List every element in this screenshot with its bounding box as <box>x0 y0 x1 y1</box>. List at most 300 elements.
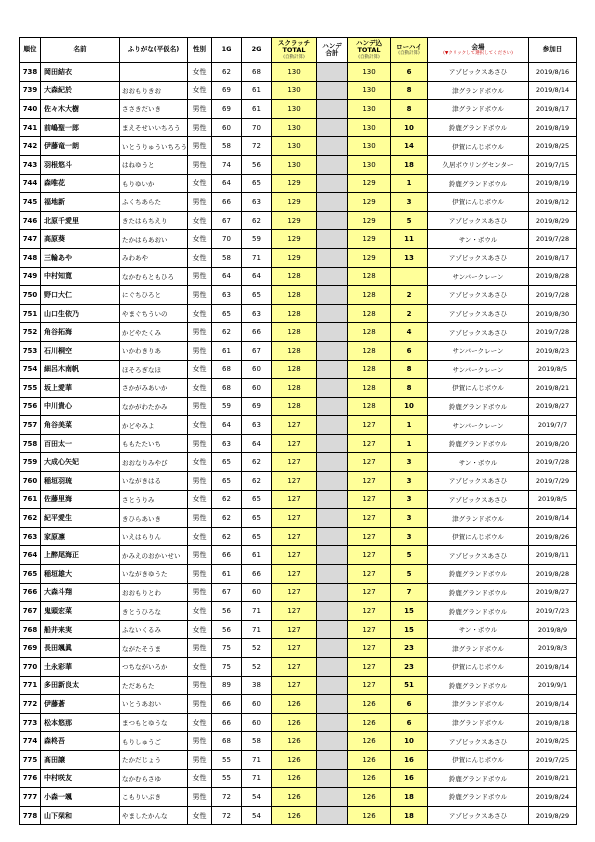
cell-low-high: 5 <box>391 211 428 230</box>
cell-venue[interactable]: サン・ボウル <box>428 453 529 472</box>
cell-rank: 750 <box>20 286 41 305</box>
cell-venue[interactable]: アゾピックスあさひ <box>428 806 529 825</box>
table-row <box>20 639 577 658</box>
cell-gender: 男性 <box>188 509 212 528</box>
cell-handicap-total: 129 <box>348 174 391 193</box>
cell-game1: 68 <box>212 379 242 398</box>
cell-date: 2019/8/21 <box>529 769 577 788</box>
cell-name: 船井来実 <box>41 620 120 639</box>
cell-date: 2019/8/17 <box>529 100 577 119</box>
cell-venue[interactable]: 津グランドボウル <box>428 81 529 100</box>
cell-scratch-total: 128 <box>272 304 317 323</box>
cell-game2: 69 <box>242 397 272 416</box>
cell-venue[interactable]: アゾピックスあさひ <box>428 63 529 82</box>
cell-scratch-total: 130 <box>272 137 317 156</box>
cell-handicap <box>317 472 348 491</box>
cell-low-high: 3 <box>391 193 428 212</box>
cell-handicap-total: 128 <box>348 286 391 305</box>
cell-venue[interactable]: サンバークレーン <box>428 416 529 435</box>
cell-handicap <box>317 546 348 565</box>
cell-handicap <box>317 286 348 305</box>
table-row <box>20 360 577 379</box>
cell-venue[interactable]: アゾピックスあさひ <box>428 286 529 305</box>
cell-venue[interactable]: 鈴鹿グランドボウル <box>428 434 529 453</box>
cell-rank: 757 <box>20 416 41 435</box>
cell-handicap-total: 127 <box>348 509 391 528</box>
cell-handicap-total: 129 <box>348 193 391 212</box>
cell-venue[interactable]: 伊賀にんじボウル <box>428 137 529 156</box>
cell-handicap-total: 127 <box>348 676 391 695</box>
cell-gender: 男性 <box>188 732 212 751</box>
cell-venue[interactable]: 津グランドボウル <box>428 639 529 658</box>
cell-scratch-total: 127 <box>272 602 317 621</box>
cell-name: 大森紀於 <box>41 81 120 100</box>
cell-kana: たかだじょう <box>120 750 188 769</box>
cell-handicap <box>317 527 348 546</box>
cell-venue[interactable]: 津グランドボウル <box>428 713 529 732</box>
cell-low-high: 16 <box>391 769 428 788</box>
cell-handicap-total: 127 <box>348 527 391 546</box>
cell-venue[interactable]: サン・ボウル <box>428 620 529 639</box>
cell-low-high: 6 <box>391 63 428 82</box>
cell-rank: 739 <box>20 81 41 100</box>
cell-scratch-total: 127 <box>272 416 317 435</box>
cell-low-high: 51 <box>391 676 428 695</box>
cell-venue[interactable]: 伊賀にんじボウル <box>428 658 529 677</box>
cell-game2: 71 <box>242 750 272 769</box>
cell-kana: かどやみよ <box>120 416 188 435</box>
cell-kana: きたはらちえり <box>120 211 188 230</box>
cell-rank: 773 <box>20 713 41 732</box>
cell-rank: 759 <box>20 453 41 472</box>
cell-handicap <box>317 583 348 602</box>
cell-gender: 女性 <box>188 602 212 621</box>
cell-scratch-total: 127 <box>272 546 317 565</box>
cell-date: 2019/8/3 <box>529 639 577 658</box>
cell-game1: 65 <box>212 453 242 472</box>
cell-gender: 女性 <box>188 379 212 398</box>
cell-venue[interactable]: 鈴鹿グランドボウル <box>428 769 529 788</box>
cell-scratch-total: 127 <box>272 676 317 695</box>
cell-name: 中川貴心 <box>41 397 120 416</box>
cell-handicap <box>317 750 348 769</box>
cell-date: 2019/7/29 <box>529 472 577 491</box>
cell-venue[interactable]: アゾピックスあさひ <box>428 472 529 491</box>
cell-kana: こもりいぶき <box>120 788 188 807</box>
cell-name: 小森一颯 <box>41 788 120 807</box>
cell-game1: 56 <box>212 620 242 639</box>
header-scratch-line2: TOTAL <box>282 46 306 55</box>
cell-kana: いとうあおい <box>120 695 188 714</box>
cell-handicap-total: 127 <box>348 416 391 435</box>
table-row <box>20 155 577 174</box>
cell-kana: やましたかんな <box>120 806 188 825</box>
cell-rank: 754 <box>20 360 41 379</box>
cell-kana: おおなりみやび <box>120 453 188 472</box>
header-handicap <box>317 38 348 63</box>
cell-venue[interactable]: 津グランドボウル <box>428 695 529 714</box>
cell-gender: 男性 <box>188 434 212 453</box>
cell-name: 上醉尾海正 <box>41 546 120 565</box>
cell-handicap <box>317 248 348 267</box>
cell-handicap <box>317 639 348 658</box>
cell-game2: 52 <box>242 639 272 658</box>
cell-date: 2019/7/7 <box>529 416 577 435</box>
cell-kana: いかわきりあ <box>120 341 188 360</box>
cell-venue[interactable]: サン・ボウル <box>428 230 529 249</box>
cell-game2: 61 <box>242 81 272 100</box>
table-row <box>20 453 577 472</box>
cell-scratch-total: 126 <box>272 750 317 769</box>
cell-gender: 男性 <box>188 137 212 156</box>
cell-handicap-total: 127 <box>348 546 391 565</box>
cell-gender: 女性 <box>188 806 212 825</box>
cell-kana: たかはらあおい <box>120 230 188 249</box>
cell-handicap <box>317 769 348 788</box>
cell-low-high: 1 <box>391 434 428 453</box>
cell-game1: 55 <box>212 769 242 788</box>
cell-name: 羽根悠斗 <box>41 155 120 174</box>
cell-rank: 744 <box>20 174 41 193</box>
cell-rank: 767 <box>20 602 41 621</box>
cell-handicap-total: 130 <box>348 118 391 137</box>
cell-name: 中村知寛 <box>41 267 120 286</box>
cell-scratch-total: 128 <box>272 286 317 305</box>
cell-venue[interactable]: 鈴鹿グランドボウル <box>428 118 529 137</box>
header-lowhigh-label: ローハイ <box>396 42 422 51</box>
cell-name: 森柊吾 <box>41 732 120 751</box>
cell-handicap-total: 128 <box>348 304 391 323</box>
cell-game2: 60 <box>242 695 272 714</box>
cell-scratch-total: 130 <box>272 100 317 119</box>
cell-venue[interactable]: 伊賀にんじボウル <box>428 193 529 212</box>
cell-game1: 65 <box>212 472 242 491</box>
header-rank: 順位 <box>20 38 41 63</box>
cell-date: 2019/8/23 <box>529 341 577 360</box>
cell-date: 2019/8/14 <box>529 695 577 714</box>
cell-scratch-total: 126 <box>272 695 317 714</box>
cell-name: 野口大仁 <box>41 286 120 305</box>
cell-kana: いえはらりん <box>120 527 188 546</box>
cell-game2: 62 <box>242 453 272 472</box>
cell-game2: 52 <box>242 658 272 677</box>
cell-gender: 男性 <box>188 100 212 119</box>
cell-venue[interactable]: アゾピックスあさひ <box>428 211 529 230</box>
cell-low-high: 18 <box>391 155 428 174</box>
cell-scratch-total: 127 <box>272 639 317 658</box>
cell-name: 角谷拓海 <box>41 323 120 342</box>
cell-venue[interactable]: 鈴鹿グランドボウル <box>428 397 529 416</box>
cell-name: 坂上愛華 <box>41 379 120 398</box>
table-row <box>20 248 577 267</box>
cell-name: 石川桐空 <box>41 341 120 360</box>
cell-name: 伊藤蒼 <box>41 695 120 714</box>
cell-low-high: 3 <box>391 527 428 546</box>
cell-rank: 743 <box>20 155 41 174</box>
table-row <box>20 267 577 286</box>
cell-game1: 72 <box>212 806 242 825</box>
cell-low-high: 6 <box>391 341 428 360</box>
table-row <box>20 137 577 156</box>
table-row <box>20 193 577 212</box>
cell-name: 紀平愛生 <box>41 509 120 528</box>
cell-rank: 746 <box>20 211 41 230</box>
cell-gender: 男性 <box>188 267 212 286</box>
cell-rank: 753 <box>20 341 41 360</box>
table-row <box>20 341 577 360</box>
cell-gender: 男性 <box>188 676 212 695</box>
cell-rank: 738 <box>20 63 41 82</box>
cell-venue[interactable]: サンバークレーン <box>428 341 529 360</box>
cell-rank: 745 <box>20 193 41 212</box>
cell-venue[interactable]: 久居ボウリングセンター <box>428 155 529 174</box>
cell-handicap-total: 130 <box>348 155 391 174</box>
cell-game1: 67 <box>212 211 242 230</box>
table-row <box>20 713 577 732</box>
cell-venue[interactable]: アゾピックスあさひ <box>428 248 529 267</box>
cell-low-high: 4 <box>391 323 428 342</box>
cell-low-high: 3 <box>391 453 428 472</box>
cell-handicap-total: 127 <box>348 565 391 584</box>
cell-name: 佐々木大樹 <box>41 100 120 119</box>
cell-scratch-total: 127 <box>272 509 317 528</box>
cell-name: 多田新良太 <box>41 676 120 695</box>
cell-venue[interactable]: 津グランドボウル <box>428 509 529 528</box>
cell-handicap <box>317 490 348 509</box>
cell-venue[interactable]: 伊賀にんじボウル <box>428 527 529 546</box>
cell-scratch-total: 126 <box>272 788 317 807</box>
cell-date: 2019/8/29 <box>529 211 577 230</box>
cell-low-high: 3 <box>391 509 428 528</box>
cell-handicap <box>317 174 348 193</box>
cell-game2: 66 <box>242 323 272 342</box>
cell-rank: 771 <box>20 676 41 695</box>
table-row <box>20 565 577 584</box>
cell-game2: 64 <box>242 267 272 286</box>
cell-name: 伊藤竜一朗 <box>41 137 120 156</box>
cell-date: 2019/8/24 <box>529 788 577 807</box>
cell-handicap <box>317 397 348 416</box>
table-header <box>20 38 577 63</box>
cell-rank: 772 <box>20 695 41 714</box>
cell-rank: 778 <box>20 806 41 825</box>
cell-game1: 62 <box>212 527 242 546</box>
cell-venue[interactable]: 鈴鹿グランドボウル <box>428 565 529 584</box>
header-lowhigh-note: (自動計算) <box>398 51 420 57</box>
cell-scratch-total: 127 <box>272 583 317 602</box>
cell-scratch-total: 129 <box>272 193 317 212</box>
cell-name: 鬼頭宏菜 <box>41 602 120 621</box>
cell-gender: 男性 <box>188 695 212 714</box>
cell-rank: 747 <box>20 230 41 249</box>
cell-scratch-total: 130 <box>272 81 317 100</box>
cell-handicap-total: 127 <box>348 434 391 453</box>
cell-handicap-total: 127 <box>348 639 391 658</box>
cell-handicap-total: 130 <box>348 137 391 156</box>
cell-scratch-total: 128 <box>272 397 317 416</box>
cell-venue[interactable]: 鈴鹿グランドボウル <box>428 676 529 695</box>
cell-gender: 男性 <box>188 472 212 491</box>
cell-game2: 60 <box>242 360 272 379</box>
cell-kana: ふくちあらた <box>120 193 188 212</box>
cell-game1: 70 <box>212 230 242 249</box>
cell-scratch-total: 127 <box>272 490 317 509</box>
cell-game2: 67 <box>242 341 272 360</box>
cell-handicap-total: 126 <box>348 750 391 769</box>
cell-gender: 男性 <box>188 583 212 602</box>
cell-rank: 755 <box>20 379 41 398</box>
cell-gender: 女性 <box>188 658 212 677</box>
cell-game1: 67 <box>212 583 242 602</box>
cell-rank: 748 <box>20 248 41 267</box>
cell-handicap <box>317 341 348 360</box>
cell-date: 2019/8/12 <box>529 193 577 212</box>
cell-name: 松本悠那 <box>41 713 120 732</box>
cell-game2: 71 <box>242 769 272 788</box>
cell-rank: 768 <box>20 620 41 639</box>
cell-venue[interactable]: 鈴鹿グランドボウル <box>428 788 529 807</box>
header-name: 名前 <box>41 38 120 63</box>
cell-date: 2019/8/19 <box>529 118 577 137</box>
cell-venue[interactable]: 鈴鹿グランドボウル <box>428 583 529 602</box>
cell-kana: まつもとゆうな <box>120 713 188 732</box>
cell-gender: 男性 <box>188 118 212 137</box>
cell-handicap <box>317 453 348 472</box>
cell-scratch-total: 127 <box>272 620 317 639</box>
cell-kana: ささきだいき <box>120 100 188 119</box>
cell-low-high: 16 <box>391 750 428 769</box>
table-row <box>20 583 577 602</box>
cell-handicap <box>317 81 348 100</box>
cell-kana: さかがみあいか <box>120 379 188 398</box>
cell-scratch-total: 127 <box>272 658 317 677</box>
cell-venue[interactable]: アゾピックスあさひ <box>428 490 529 509</box>
cell-handicap-total: 126 <box>348 788 391 807</box>
cell-name: 佐藤里海 <box>41 490 120 509</box>
cell-low-high: 2 <box>391 304 428 323</box>
cell-game1: 66 <box>212 695 242 714</box>
cell-gender: 女性 <box>188 63 212 82</box>
cell-date: 2019/8/16 <box>529 63 577 82</box>
cell-gender: 男性 <box>188 286 212 305</box>
cell-game1: 89 <box>212 676 242 695</box>
cell-kana: きひらあいき <box>120 509 188 528</box>
table-row <box>20 211 577 230</box>
cell-game1: 68 <box>212 360 242 379</box>
cell-rank: 760 <box>20 472 41 491</box>
table-row <box>20 602 577 621</box>
cell-low-high: 13 <box>391 248 428 267</box>
cell-game2: 61 <box>242 546 272 565</box>
cell-kana: ももたたいち <box>120 434 188 453</box>
cell-handicap <box>317 304 348 323</box>
cell-venue[interactable]: アゾピックスあさひ <box>428 546 529 565</box>
cell-game2: 65 <box>242 490 272 509</box>
cell-kana: かみえのおかいせい <box>120 546 188 565</box>
cell-venue[interactable]: アゾピックスあさひ <box>428 304 529 323</box>
cell-game2: 60 <box>242 713 272 732</box>
cell-venue[interactable]: 鈴鹿グランドボウル <box>428 602 529 621</box>
header-venue <box>428 38 529 63</box>
cell-handicap <box>317 155 348 174</box>
cell-gender: 女性 <box>188 174 212 193</box>
cell-game2: 54 <box>242 806 272 825</box>
cell-scratch-total: 126 <box>272 806 317 825</box>
cell-game2: 68 <box>242 63 272 82</box>
cell-date: 2019/8/21 <box>529 379 577 398</box>
cell-handicap <box>317 193 348 212</box>
cell-handicap-total: 127 <box>348 490 391 509</box>
cell-handicap-total: 126 <box>348 732 391 751</box>
cell-gender: 男性 <box>188 193 212 212</box>
cell-venue[interactable]: 鈴鹿グランドボウル <box>428 174 529 193</box>
cell-date: 2019/8/17 <box>529 248 577 267</box>
cell-handicap <box>317 211 348 230</box>
cell-gender: 男性 <box>188 750 212 769</box>
cell-venue[interactable]: 津グランドボウル <box>428 100 529 119</box>
cell-name: 山下栞和 <box>41 806 120 825</box>
table-row <box>20 63 577 82</box>
cell-name: 福地新 <box>41 193 120 212</box>
cell-game1: 59 <box>212 397 242 416</box>
cell-low-high: 5 <box>391 546 428 565</box>
cell-rank: 763 <box>20 527 41 546</box>
cell-low-high: 10 <box>391 397 428 416</box>
cell-kana: まえそせいいちろう <box>120 118 188 137</box>
cell-venue[interactable]: サンバークレーン <box>428 360 529 379</box>
table-row <box>20 230 577 249</box>
cell-low-high: 23 <box>391 658 428 677</box>
cell-gender: 女性 <box>188 713 212 732</box>
cell-game2: 65 <box>242 174 272 193</box>
cell-name: 稲垣雄大 <box>41 565 120 584</box>
cell-venue[interactable]: 伊賀にんじボウル <box>428 750 529 769</box>
ranking-table <box>19 37 577 825</box>
cell-low-high: 3 <box>391 472 428 491</box>
header-scratch-note: (自動計算) <box>283 54 305 60</box>
cell-date: 2019/8/11 <box>529 546 577 565</box>
cell-handicap-total: 128 <box>348 379 391 398</box>
cell-handicap-total: 127 <box>348 583 391 602</box>
cell-date: 2019/8/29 <box>529 806 577 825</box>
cell-handicap-total: 126 <box>348 769 391 788</box>
cell-venue[interactable]: アゾピックスあさひ <box>428 323 529 342</box>
table-body <box>20 63 577 825</box>
cell-low-high: 10 <box>391 118 428 137</box>
cell-rank: 774 <box>20 732 41 751</box>
cell-game2: 63 <box>242 193 272 212</box>
cell-low-high: 5 <box>391 565 428 584</box>
cell-handicap-total: 126 <box>348 713 391 732</box>
cell-venue[interactable]: サンバークレーン <box>428 267 529 286</box>
cell-rank: 776 <box>20 769 41 788</box>
header-game2: 2G <box>242 38 272 63</box>
cell-handicap-total: 128 <box>348 397 391 416</box>
cell-name: 長田颯眞 <box>41 639 120 658</box>
cell-venue[interactable]: アゾピックスあさひ <box>428 732 529 751</box>
table-row <box>20 118 577 137</box>
cell-handicap-total: 128 <box>348 323 391 342</box>
cell-game2: 60 <box>242 583 272 602</box>
cell-rank: 761 <box>20 490 41 509</box>
cell-kana: おおもりきお <box>120 81 188 100</box>
cell-game1: 58 <box>212 137 242 156</box>
cell-handicap-total: 130 <box>348 81 391 100</box>
cell-date: 2019/7/15 <box>529 155 577 174</box>
table-row <box>20 750 577 769</box>
cell-venue[interactable]: 伊賀にんじボウル <box>428 379 529 398</box>
cell-handicap-total: 128 <box>348 360 391 379</box>
